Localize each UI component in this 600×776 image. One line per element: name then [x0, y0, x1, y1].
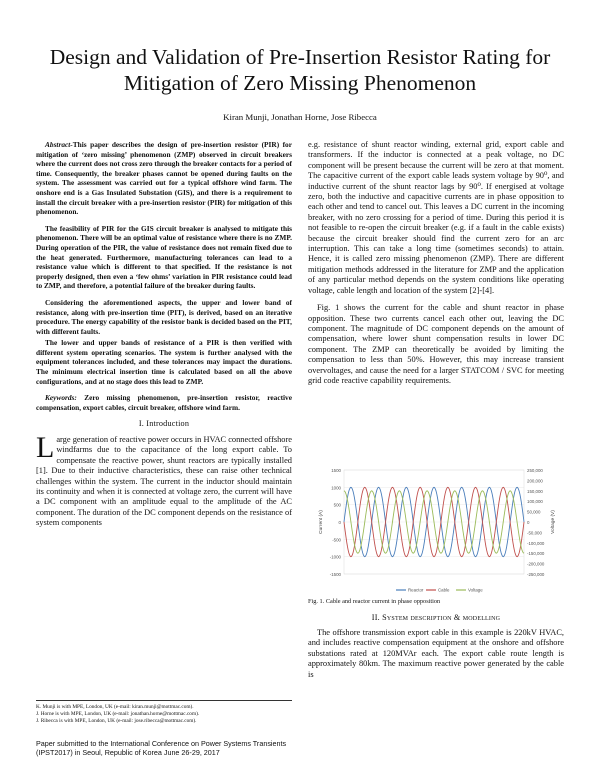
y-left-tick-label: -500	[332, 537, 341, 543]
authors: Kiran Munji, Jonathan Horne, Jose Ribecca	[223, 112, 377, 122]
y-right-tick-label: 200,000	[527, 478, 543, 484]
y-right-tick-label: 150,000	[527, 488, 543, 494]
y-left-tick-label: -1500	[329, 572, 341, 577]
y-left-tick-label: 0	[338, 520, 341, 525]
legend-label: Reactor	[408, 587, 424, 593]
y-right-axis-label: Voltage (V)	[551, 510, 556, 534]
legend-label: Voltage	[468, 587, 483, 593]
y-right-tick-label: 100,000	[527, 499, 543, 505]
dropcap-letter: L	[36, 431, 55, 465]
y-right-tick-label: 0	[527, 520, 530, 525]
y-right-tick-label: -100,000	[527, 540, 545, 546]
y-left-tick-label: 1000	[331, 485, 341, 491]
intro-paragraph-1	[36, 431, 292, 529]
y-left-tick-label: -1000	[329, 554, 341, 560]
section-heading-introduction: I. Introduction	[138, 419, 190, 429]
intro-text-1: arge generation of reactive power occurs in HVAC connected offshore windfarms due to the capacitance of the long export cable. To compensate the reactive power, shunt reactors are typically installed [1]. Due to their inductive characteristics, these can raise other technical challenges within the system. The current in the inductor should maintain its continuity and when it is connected at voltage zero, the current will have a DC component with an amplitude equal to the amplitude of the AC component. The duration of the DC component depends on the resistance of system components	[36, 435, 292, 528]
y-left-axis-label: Current (A)	[319, 510, 324, 534]
right-paragraph-1: e.g. resistance of shunt reactor winding, external grid, export cable and transformers. If the inductor is connected at a peak voltage, no DC component will be present because the current will be zero at that moment. The capacitive current of the export cable leads system voltage by 90⁰, and inductive current of the shunt reactor lags by 90⁰. If energised at voltage zero, both the inductive and capacitive currents are in phase opposition to each other and tend to cancel out. This leaves a DC current in the incoming breaker, with no zero crossing for a period of time. During this period it is not feasible to re-open the circuit breaker (e.g. if a fault in the cable exists) because the circuit breaker should find the current zero for an arc interruption. This can take a long time (sometimes seconds) to attain. Hence, it is called zero missing phenomenon (ZMP). There are different mitigation methods addressed in the literature for ZMP and the application of any particular method depends on the system conditions like operating voltage, cable length and location of the system [2]-[4].	[308, 140, 564, 295]
conference-note: Paper submitted to the International Conference on Power Systems Transients (IPST2017) in Seoul, Republic of Korea June 26-29, 2017	[36, 739, 287, 758]
abstract-paragraph-1	[36, 140, 292, 217]
abstract-paragraph-2: The feasibility of PIR for the GIS circuit breaker is analysed to mitigate this phenomenon. There will be an optimal value of resistance where there is no ZMP. During operation of the PIR, the value of resistance does not remain fixed due to the heat generated. Furthermore, manufacturing tolerances can lead to a resistance value which is different to that specified. If the resistance is not properly designed, then even a ‘few ohms’ variation in PIR resistance could lead to ZMP, and therefore, a potential failure of the breaker during faults.	[36, 223, 292, 291]
y-left-tick-label: 500	[333, 502, 341, 508]
left-column	[36, 140, 292, 536]
section-2-block	[308, 613, 564, 680]
keywords-paragraph	[36, 393, 292, 412]
y-right-tick-label: 50,000	[527, 509, 541, 515]
right-column	[308, 140, 564, 393]
y-right-tick-label: -250,000	[527, 572, 545, 577]
y-right-tick-label: -50,000	[527, 530, 542, 536]
keywords-text: Zero missing phenomenon, pre-insertion resistor, reactive compensation, export cables, circuit breaker, offshore wind farm.	[36, 393, 292, 412]
footnote-1: K. Munji is with MPE, London, UK (e-mail: kiran.munji@mottmac.com).	[36, 704, 194, 710]
footnote-2: J. Horne is with MPE, London, UK (e-mail: jonathan.horne@mottmac.com).	[36, 711, 200, 717]
y-right-tick-label: -150,000	[527, 551, 545, 557]
figure-1-caption: Fig. 1. Cable and reactor current in phase opposition	[308, 598, 441, 605]
y-left-tick-label: 1500	[331, 468, 341, 473]
y-right-tick-label: 250,000	[527, 468, 543, 473]
paper-title: Design and Validation of Pre-Insertion Resistor Rating for Mitigation of Zero Missing Phenomenon	[49, 45, 551, 95]
abstract-paragraph-3: Considering the aforementioned aspects, the upper and lower band of resistance, along with pre-insertion time (PIT), is derived, based on an iterative procedure. The energy capability of the resistor bank is decided based on the PIT, with different faults.	[36, 297, 292, 336]
right-paragraph-2: Fig. 1 shows the current for the cable and shunt reactor in phase opposition. These two currents cancel each other out, leaving the DC component. The magnitude of DC component depends on the amount of compensation, where lower shunt compensation results in lower DC component. The ZMP can theoretically be avoided by limiting the compensation to less than 50%. However, this may increase transient overvoltages, and cause the need for a larger STATCOM / SVC for meeting grid code reactive capability requirements.	[308, 303, 564, 385]
section-heading-system-description: II. System description & modelling	[371, 613, 501, 622]
section-2-paragraph-1: The offshore transmission export cable in this example is 220kV HVAC, and includes reactive compensation equipment at the onshore and offshore substations rated at 120MVAr each. The export cable route length is approximately 80km. The maximum reactive power generated by the cable is	[308, 628, 564, 679]
legend-label: Cable	[438, 587, 450, 593]
abstract-heading: Abstract-	[45, 140, 73, 149]
keywords-heading: Keywords:	[45, 393, 77, 403]
author-footnotes	[36, 700, 292, 725]
abstract-text-1: This paper describes the design of pre-insertion resistor (PIR) for mitigation of ‘zero missing’ phenomenon (ZMP) observed in circuit breakers where the current does not cross zero through the breaker contacts for a period of time. Consequently, the breaker phases cannot be opened during faults on the system. The assessment was carried out for a typical offshore wind farm. The onshore end is a Gas Insulated Substation (GIS), and there is a requirement to install the circuit breaker with a pre-insertion resistor (PIR) for mitigation of this phenomenon.	[36, 140, 292, 217]
abstract-paragraph-4: The lower and upper bands of resistance of a PIR is then verified with different system operating scenarios. The system is further analysed with the equipment tolerances included, and these tolerances may impact the durations. The minimum electrical insertion time is calculated based on all the above configurations, and at no stage does this lead to ZMP.	[36, 338, 292, 386]
figure-1-chart	[308, 462, 564, 602]
footnote-3: J. Ribecca is with MPE, London, UK (e-mail: jose.ribecca@mottmac.com).	[36, 718, 197, 724]
y-right-tick-label: -200,000	[527, 561, 545, 567]
